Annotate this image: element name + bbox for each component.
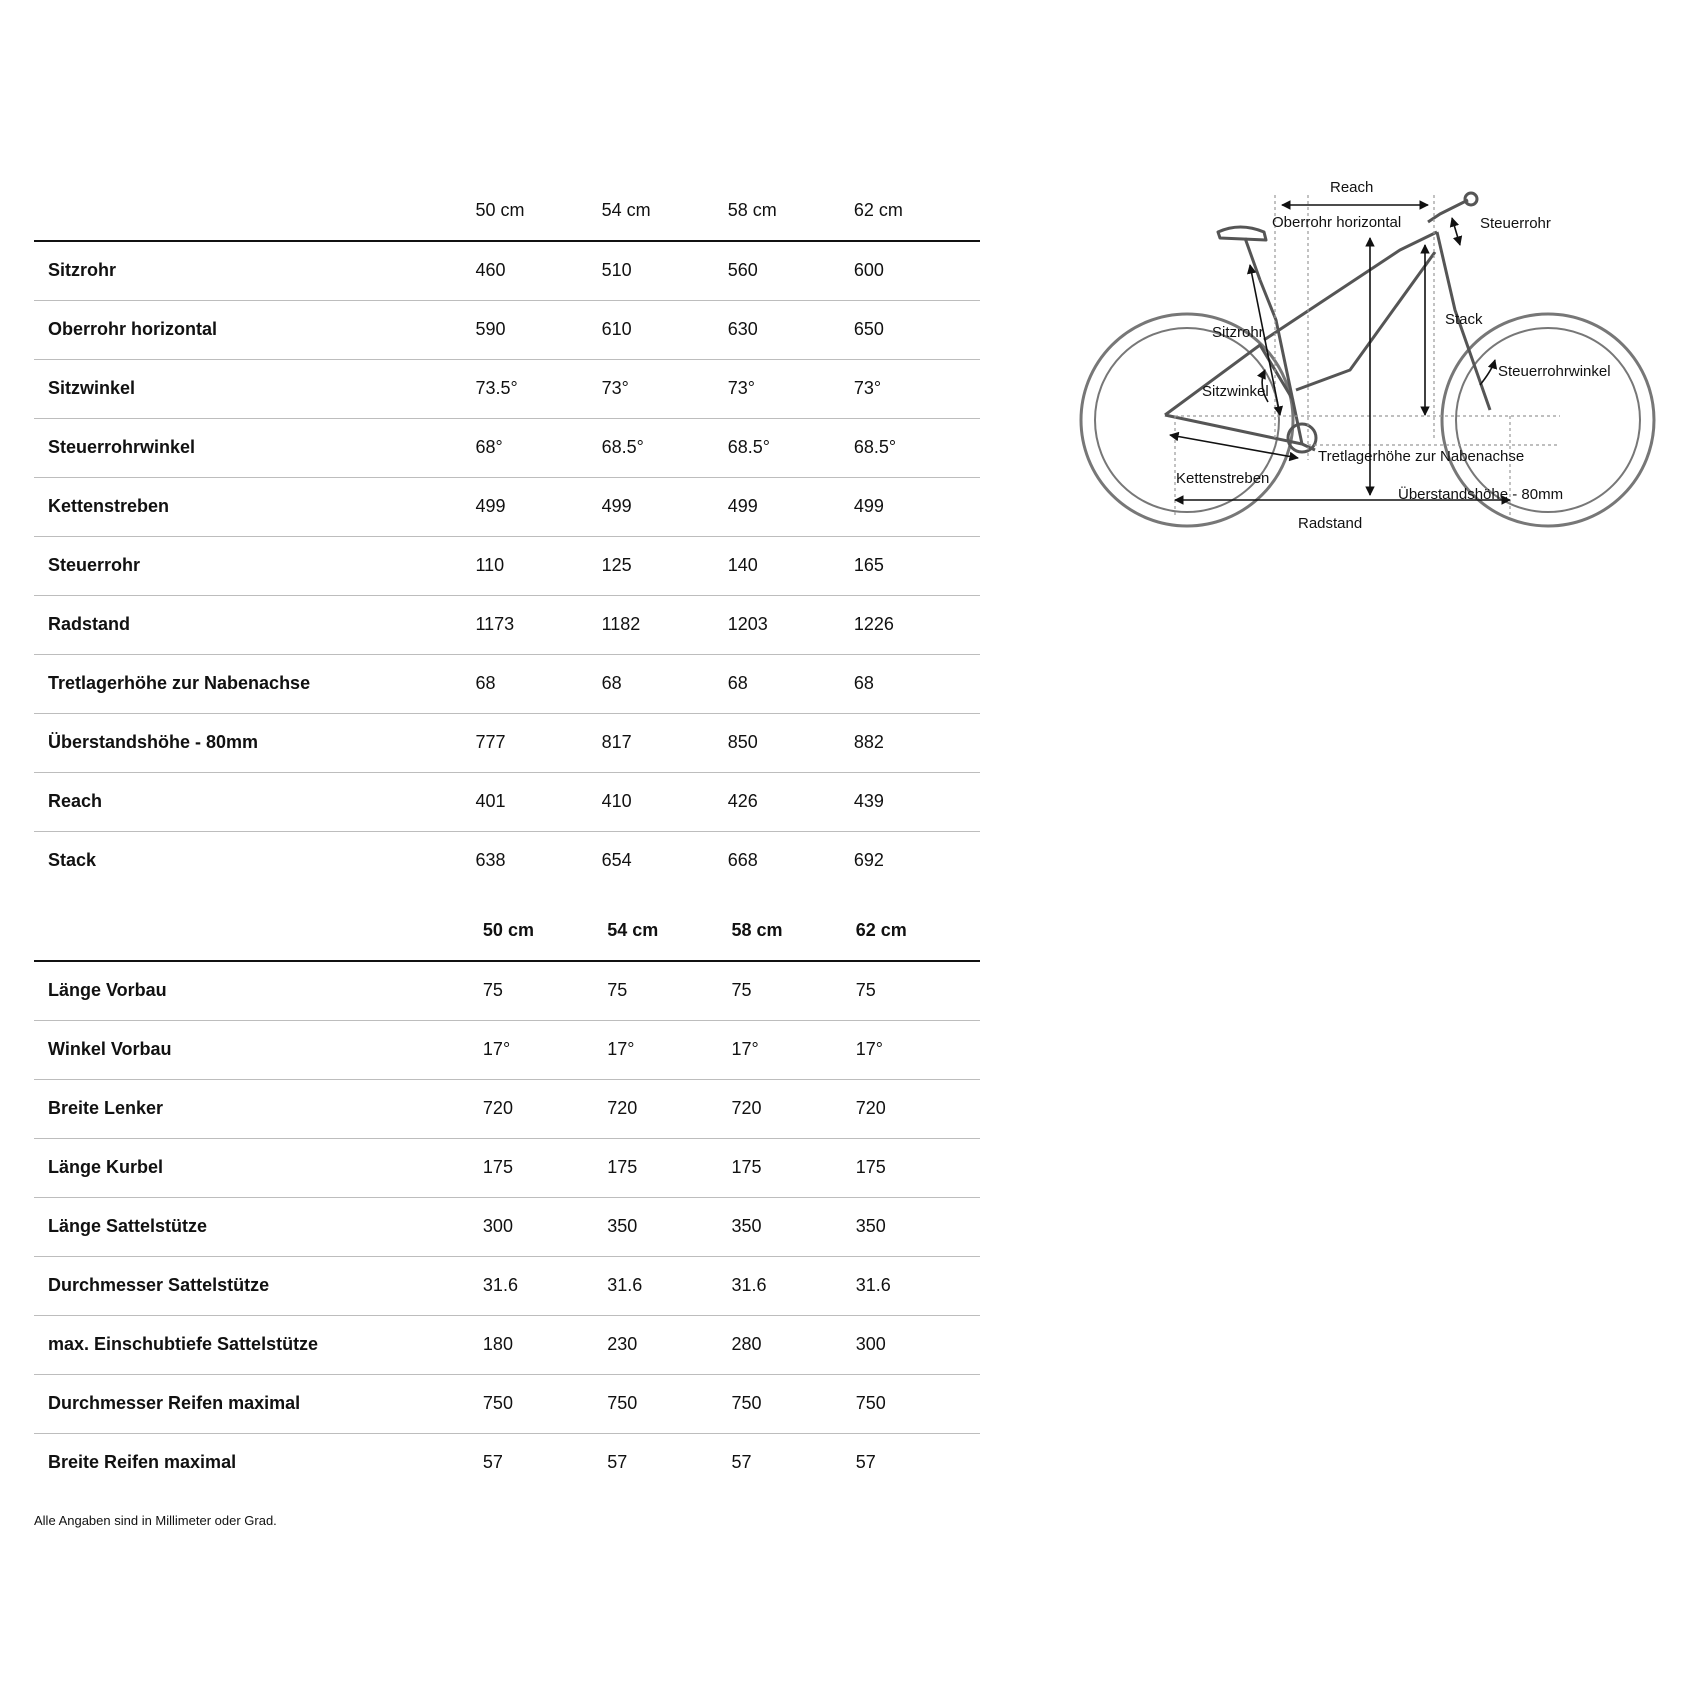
row-label: Steuerrohrwinkel xyxy=(34,418,475,477)
component-row xyxy=(34,1197,980,1256)
cell-value: 31.6 xyxy=(476,1256,607,1315)
cell-value: 668 xyxy=(728,831,854,890)
cell-value: 1226 xyxy=(854,595,980,654)
cell-value: 590 xyxy=(475,300,601,359)
cell-value: 165 xyxy=(854,536,980,595)
cell-value: 1203 xyxy=(728,595,854,654)
cell-value: 73.5° xyxy=(475,359,601,418)
cell-value: 499 xyxy=(475,477,601,536)
frame-geometry-row xyxy=(34,418,980,477)
cell-value: 68.5° xyxy=(854,418,980,477)
table-header-row xyxy=(34,900,980,961)
cell-value: 31.6 xyxy=(856,1256,980,1315)
frame-geometry-row xyxy=(34,595,980,654)
label-stack: Stack xyxy=(1445,311,1483,328)
row-label: Oberrohr horizontal xyxy=(34,300,475,359)
row-label: Sitzwinkel xyxy=(34,359,475,418)
label-reach: Reach xyxy=(1330,179,1374,196)
component-row xyxy=(34,1256,980,1315)
cell-value: 300 xyxy=(856,1315,980,1374)
size-header: 54 cm xyxy=(607,900,731,961)
row-label: Durchmesser Sattelstütze xyxy=(34,1256,476,1315)
cell-value: 17° xyxy=(856,1020,980,1079)
label-top-tube: Oberrohr horizontal xyxy=(1272,214,1402,231)
component-row xyxy=(34,961,980,1020)
size-header: 62 cm xyxy=(854,180,980,241)
frame-geometry-row xyxy=(34,241,980,300)
label-wheelbase: Radstand xyxy=(1298,515,1363,532)
cell-value: 692 xyxy=(854,831,980,890)
cell-value: 68.5° xyxy=(602,418,728,477)
label-standover: Überstandshöhe - 80mm xyxy=(1398,486,1564,503)
cell-value: 460 xyxy=(475,260,506,281)
cell-value: 1173 xyxy=(475,595,601,654)
cell-value: 75 xyxy=(607,980,628,1001)
cell-value: 750 xyxy=(476,1374,607,1433)
header-spacer xyxy=(34,180,475,241)
cell-value: 68 xyxy=(854,654,980,713)
size-header: 54 cm xyxy=(602,180,728,241)
cell-value: 510 xyxy=(601,260,632,281)
cell-value: 600 xyxy=(853,260,884,281)
row-label: Länge Vorbau xyxy=(48,980,167,1001)
cell-value: 426 xyxy=(728,772,854,831)
row-label: max. Einschubtiefe Sattelstütze xyxy=(34,1315,476,1374)
cell-value: 73° xyxy=(728,359,854,418)
size-header: 50 cm xyxy=(476,900,607,961)
row-label: Breite Reifen maximal xyxy=(34,1433,476,1492)
cell-value: 499 xyxy=(728,477,854,536)
frame-geometry-row xyxy=(34,359,980,418)
size-header: 50 cm xyxy=(475,180,601,241)
cell-value: 350 xyxy=(607,1197,731,1256)
cell-value: 68 xyxy=(728,654,854,713)
row-label: Stack xyxy=(34,831,475,890)
cell-value: 401 xyxy=(475,772,601,831)
cell-value: 720 xyxy=(731,1079,855,1138)
cell-value: 720 xyxy=(476,1079,607,1138)
row-label: Breite Lenker xyxy=(34,1079,476,1138)
cell-value: 350 xyxy=(731,1197,855,1256)
cell-value: 68 xyxy=(475,654,601,713)
label-chainstay: Kettenstreben xyxy=(1176,470,1270,487)
dimension-guides xyxy=(1175,195,1560,515)
cell-value: 73° xyxy=(602,359,728,418)
label-head-angle: Steuerrohrwinkel xyxy=(1498,363,1611,380)
cell-value: 73° xyxy=(854,359,980,418)
row-label: Reach xyxy=(34,772,475,831)
frame-geometry-row xyxy=(34,477,980,536)
cell-value: 31.6 xyxy=(607,1256,731,1315)
frame-geometry-row xyxy=(34,713,980,772)
cell-value: 31.6 xyxy=(731,1256,855,1315)
cell-value: 650 xyxy=(854,300,980,359)
cell-value: 68° xyxy=(475,418,601,477)
frame-geometry-row xyxy=(34,831,980,890)
cell-value: 75 xyxy=(855,980,876,1001)
table-header-row xyxy=(34,180,980,241)
row-label: Tretlagerhöhe zur Nabenachse xyxy=(34,654,475,713)
cell-value: 638 xyxy=(475,831,601,890)
component-row xyxy=(34,1020,980,1079)
size-header: 58 cm xyxy=(731,900,855,961)
cell-value: 750 xyxy=(731,1374,855,1433)
cell-value: 230 xyxy=(607,1315,731,1374)
component-row xyxy=(34,1138,980,1197)
row-label: Überstandshöhe - 80mm xyxy=(34,713,475,772)
cell-value: 350 xyxy=(856,1197,980,1256)
cell-value: 57 xyxy=(856,1433,980,1492)
diagram-labels xyxy=(1176,179,1611,532)
frame-geometry-row xyxy=(34,300,980,359)
row-label: Steuerrohr xyxy=(34,536,475,595)
bike-geometry-diagram xyxy=(1040,170,1680,560)
row-label: Winkel Vorbau xyxy=(34,1020,476,1079)
cell-value: 560 xyxy=(727,260,758,281)
cell-value: 499 xyxy=(602,477,728,536)
row-label: Länge Kurbel xyxy=(34,1138,476,1197)
cell-value: 68.5° xyxy=(728,418,854,477)
label-seat-tube: Sitzrohr xyxy=(1212,324,1264,341)
row-label: Sitzrohr xyxy=(48,260,117,281)
cell-value: 499 xyxy=(854,477,980,536)
cell-value: 110 xyxy=(475,536,601,595)
component-row xyxy=(34,1079,980,1138)
cell-value: 17° xyxy=(731,1020,855,1079)
row-label: Durchmesser Reifen maximal xyxy=(34,1374,476,1433)
cell-value: 175 xyxy=(607,1138,731,1197)
row-label: Länge Sattelstütze xyxy=(34,1197,476,1256)
cell-value: 410 xyxy=(602,772,728,831)
frame-geometry-row xyxy=(34,536,980,595)
cell-value: 57 xyxy=(731,1433,855,1492)
label-head-tube: Steuerrohr xyxy=(1480,215,1551,232)
cell-value: 175 xyxy=(856,1138,980,1197)
component-row xyxy=(34,1315,980,1374)
component-row xyxy=(34,1374,980,1433)
cell-value: 17° xyxy=(607,1020,731,1079)
footnote: Alle Angaben sind in Millimeter oder Grad. xyxy=(34,1513,277,1528)
frame-geometry-table xyxy=(34,180,980,890)
cell-value: 125 xyxy=(602,536,728,595)
cell-value: 654 xyxy=(602,831,728,890)
cell-value: 720 xyxy=(607,1079,731,1138)
size-header: 62 cm xyxy=(856,900,980,961)
cell-value: 750 xyxy=(607,1374,731,1433)
cell-value: 280 xyxy=(731,1315,855,1374)
cell-value: 817 xyxy=(602,713,728,772)
cell-value: 1182 xyxy=(602,595,728,654)
header-spacer xyxy=(34,900,476,961)
row-label: Radstand xyxy=(34,595,475,654)
cell-value: 175 xyxy=(731,1138,855,1197)
cell-value: 630 xyxy=(728,300,854,359)
cell-value: 180 xyxy=(476,1315,607,1374)
components-table xyxy=(34,900,980,1492)
label-bb-drop: Tretlagerhöhe zur Nabenachse xyxy=(1318,448,1525,465)
cell-value: 610 xyxy=(602,300,728,359)
size-header: 58 cm xyxy=(728,180,854,241)
frame-geometry-row xyxy=(34,654,980,713)
cell-value: 57 xyxy=(607,1433,731,1492)
frame-geometry-row xyxy=(34,772,980,831)
cell-value: 75 xyxy=(482,980,503,1001)
cell-value: 777 xyxy=(475,713,601,772)
cell-value: 68 xyxy=(602,654,728,713)
cell-value: 57 xyxy=(476,1433,607,1492)
cell-value: 850 xyxy=(728,713,854,772)
cell-value: 720 xyxy=(856,1079,980,1138)
row-label: Kettenstreben xyxy=(34,477,475,536)
component-row xyxy=(34,1433,980,1492)
cell-value: 75 xyxy=(731,980,752,1001)
cell-value: 750 xyxy=(856,1374,980,1433)
cell-value: 300 xyxy=(476,1197,607,1256)
cell-value: 439 xyxy=(854,772,980,831)
cell-value: 882 xyxy=(854,713,980,772)
cell-value: 140 xyxy=(728,536,854,595)
cell-value: 175 xyxy=(476,1138,607,1197)
label-seat-angle: Sitzwinkel xyxy=(1202,383,1269,400)
cell-value: 17° xyxy=(476,1020,607,1079)
